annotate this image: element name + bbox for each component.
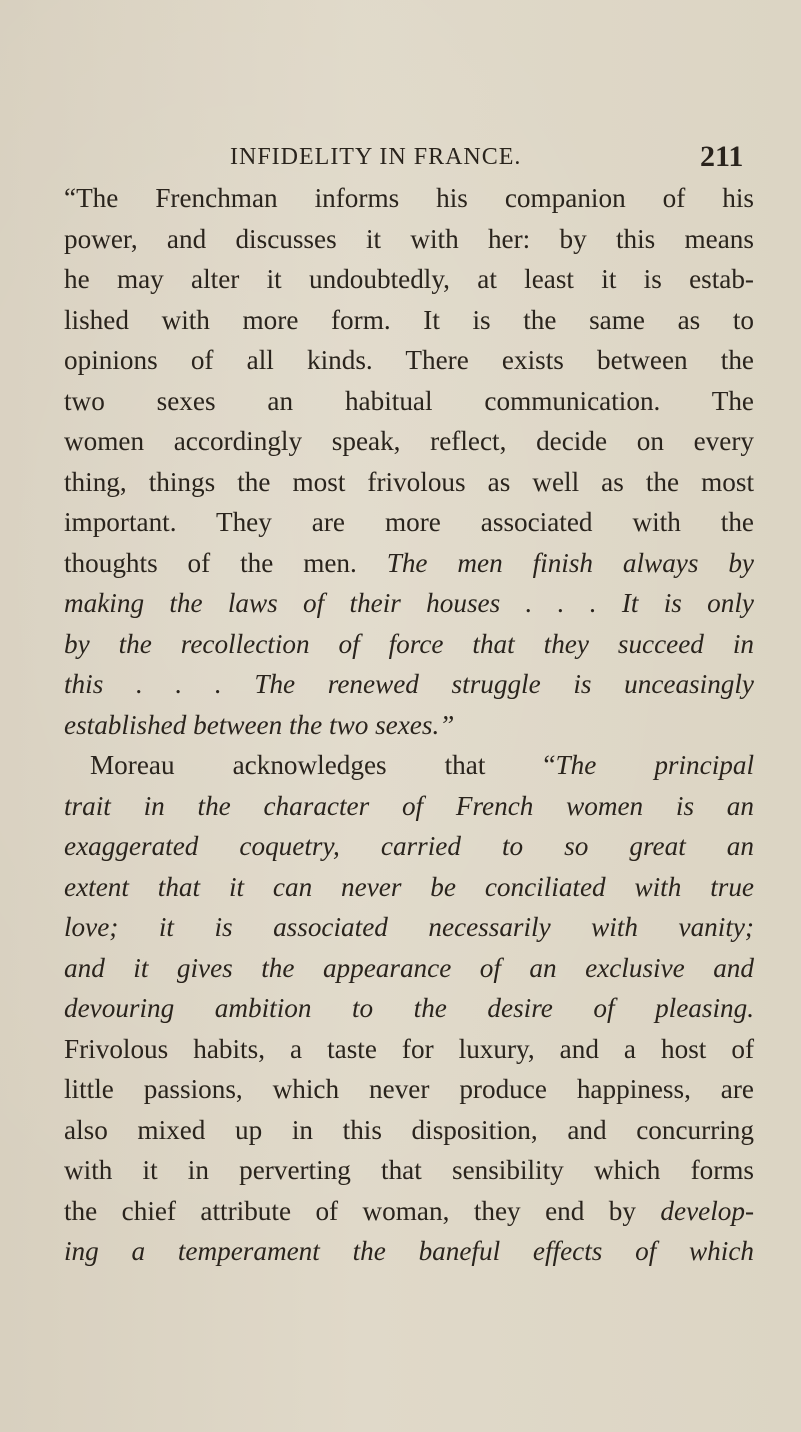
line-italic: by the recollection of force that they succeed in xyxy=(64,628,754,659)
text-line xyxy=(64,543,754,584)
text-line xyxy=(64,1150,754,1191)
text-line xyxy=(64,664,754,705)
line-italic: this . . . The renewed struggle is unceasingly xyxy=(64,669,754,699)
line-italic: The principal xyxy=(555,750,754,780)
line-italic: ing a temperament the baneful effects of which xyxy=(64,1236,754,1266)
line-roman: Moreau acknowledges that “ xyxy=(90,750,556,780)
line-roman: thing, things the most frivolous as well as the most xyxy=(64,466,754,497)
line-roman: little passions, which never produce happiness, are xyxy=(64,1074,754,1104)
line-roman: lished with more form. It is the same as to xyxy=(64,304,754,335)
line-roman: “The Frenchman informs his companion of his xyxy=(64,183,754,213)
body-text xyxy=(64,178,754,1272)
line-italic: making the laws of their houses . . . It is only xyxy=(64,588,754,618)
text-line xyxy=(64,867,754,908)
text-line xyxy=(64,988,754,1029)
line-roman: women accordingly speak, reflect, decide on every xyxy=(64,426,754,456)
text-line xyxy=(64,745,754,786)
text-line xyxy=(64,381,754,422)
line-roman: also mixed up in this disposition, and concurring xyxy=(64,1114,754,1145)
line-italic: devouring ambition to the desire of pleasing. xyxy=(64,993,754,1023)
text-line xyxy=(64,259,754,300)
line-italic: and it gives the appearance of an exclusive and xyxy=(64,952,754,983)
text-line xyxy=(64,462,754,503)
line-roman: power, and discusses it with her: by this means xyxy=(64,223,754,254)
text-line xyxy=(64,219,754,260)
line-roman: he may alter it undoubtedly, at least it is estab- xyxy=(64,264,754,294)
line-italic: love; it is associated necessarily with vanity; xyxy=(64,912,754,942)
text-line xyxy=(64,300,754,341)
text-line xyxy=(64,826,754,867)
text-line xyxy=(64,1029,754,1070)
text-line xyxy=(64,1231,754,1272)
line-italic: established between the two sexes.” xyxy=(64,709,455,740)
text-line xyxy=(64,907,754,948)
text-line xyxy=(64,1110,754,1151)
line-roman: thoughts of the men. xyxy=(64,547,387,578)
text-line xyxy=(64,178,754,219)
text-line xyxy=(64,705,754,746)
text-line xyxy=(64,583,754,624)
line-roman: Frivolous habits, a taste for luxury, and a host of xyxy=(64,1033,754,1064)
text-line xyxy=(64,1191,754,1232)
line-roman: opinions of all kinds. There exists between the xyxy=(64,345,754,375)
line-italic: develop- xyxy=(660,1195,754,1226)
line-roman: with it in perverting that sensibility which forms xyxy=(64,1155,754,1185)
line-roman: two sexes an habitual communication. The xyxy=(64,385,754,416)
text-line xyxy=(64,624,754,665)
line-italic: exaggerated coquetry, carried to so great an xyxy=(64,831,754,861)
text-line xyxy=(64,1069,754,1110)
text-line xyxy=(64,421,754,462)
text-line xyxy=(64,340,754,381)
page-number: 211 xyxy=(700,140,744,173)
text-line xyxy=(64,948,754,989)
page-header xyxy=(0,140,801,176)
line-roman: important. They are more associated with the xyxy=(64,507,754,537)
line-italic: extent that it can never be conciliated with true xyxy=(64,871,754,902)
line-roman: the chief attribute of woman, they end by xyxy=(64,1195,661,1226)
line-italic: trait in the character of French women is an xyxy=(64,790,754,821)
line-italic: The men finish always by xyxy=(386,547,754,578)
running-title: INFIDELITY IN FRANCE. xyxy=(230,144,522,170)
text-line xyxy=(64,786,754,827)
text-line xyxy=(64,502,754,543)
